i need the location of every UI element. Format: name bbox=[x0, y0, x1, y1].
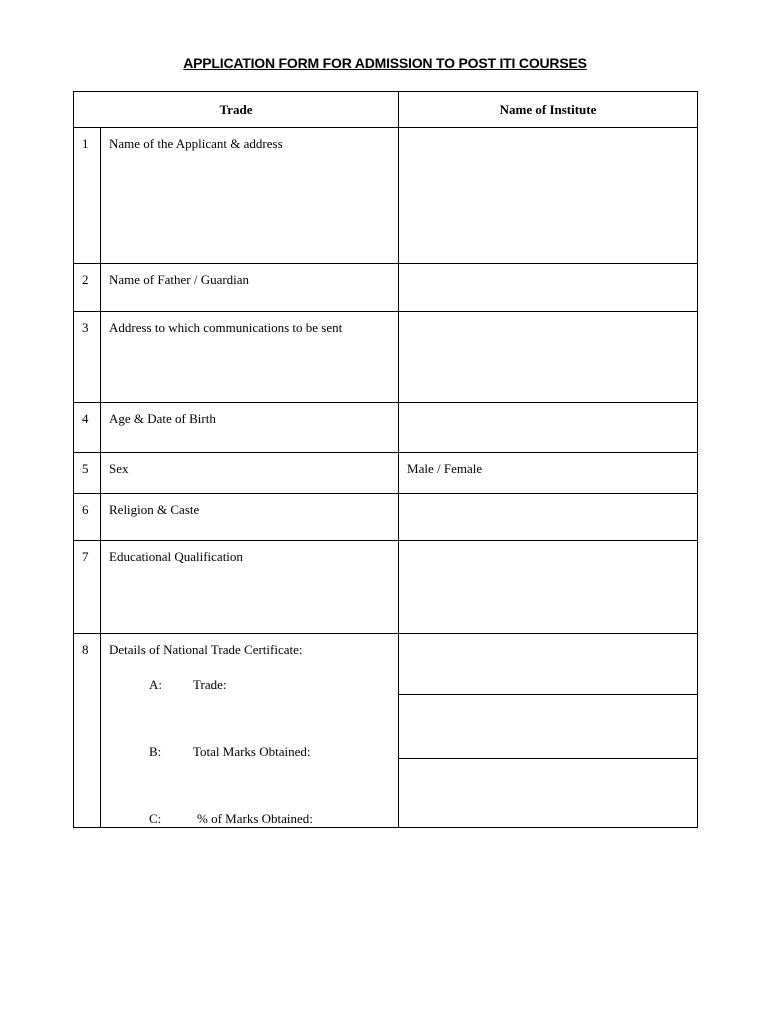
table-row bbox=[74, 264, 698, 312]
sex-label: Sex bbox=[101, 453, 399, 494]
ntc-total-marks-label: Total Marks Obtained: bbox=[193, 744, 311, 759]
ntc-values-cell bbox=[399, 634, 698, 828]
communication-address-field[interactable] bbox=[399, 312, 698, 403]
row-number: 7 bbox=[74, 541, 101, 634]
age-dob-field[interactable] bbox=[399, 403, 698, 453]
age-dob-label: Age & Date of Birth bbox=[101, 403, 399, 453]
ntc-a-letter: A: bbox=[149, 677, 162, 692]
applicant-name-label: Name of the Applicant & address bbox=[101, 128, 399, 264]
application-form-table bbox=[73, 91, 698, 828]
row-number: 6 bbox=[74, 494, 101, 541]
ntc-trade-label: Trade: bbox=[193, 677, 227, 692]
table-row bbox=[74, 494, 698, 541]
table-row bbox=[74, 541, 698, 634]
sex-field[interactable]: Male / Female bbox=[399, 453, 698, 494]
form-title: APPLICATION FORM FOR ADMISSION TO POST ITI COURSES bbox=[183, 55, 587, 71]
ntc-total-marks-row bbox=[109, 744, 398, 760]
educational-qualification-field[interactable] bbox=[399, 541, 698, 634]
row-number: 1 bbox=[74, 128, 101, 264]
table-row bbox=[74, 634, 698, 828]
row-number: 2 bbox=[74, 264, 101, 312]
ntc-details-cell bbox=[101, 634, 399, 828]
institute-header: Name of Institute bbox=[399, 92, 698, 128]
communication-address-label: Address to which communications to be sent bbox=[101, 312, 399, 403]
row-number: 5 bbox=[74, 453, 101, 494]
religion-caste-label: Religion & Caste bbox=[101, 494, 399, 541]
ntc-percent-marks-label: % of Marks Obtained: bbox=[197, 811, 313, 826]
father-guardian-field[interactable] bbox=[399, 264, 698, 312]
ntc-total-marks-field[interactable] bbox=[399, 695, 697, 759]
ntc-c-letter: C: bbox=[149, 811, 162, 826]
row-number: 3 bbox=[74, 312, 101, 403]
ntc-details-label: Details of National Trade Certificate: bbox=[109, 642, 303, 657]
table-row bbox=[74, 453, 698, 494]
trade-header: Trade bbox=[74, 92, 399, 128]
ntc-b-letter: B: bbox=[149, 744, 162, 759]
ntc-percent-marks-field[interactable] bbox=[399, 759, 697, 821]
ntc-trade-row bbox=[109, 677, 398, 693]
religion-caste-field[interactable] bbox=[399, 494, 698, 541]
applicant-name-field[interactable] bbox=[399, 128, 698, 264]
ntc-trade-field[interactable] bbox=[399, 634, 697, 695]
table-header-row bbox=[74, 92, 698, 128]
father-guardian-label: Name of Father / Guardian bbox=[101, 264, 399, 312]
row-number: 4 bbox=[74, 403, 101, 453]
educational-qualification-label: Educational Qualification bbox=[101, 541, 399, 634]
row-number: 8 bbox=[74, 634, 101, 828]
table-row bbox=[74, 403, 698, 453]
table-row bbox=[74, 128, 698, 264]
ntc-percent-marks-row bbox=[109, 811, 398, 827]
table-row bbox=[74, 312, 698, 403]
